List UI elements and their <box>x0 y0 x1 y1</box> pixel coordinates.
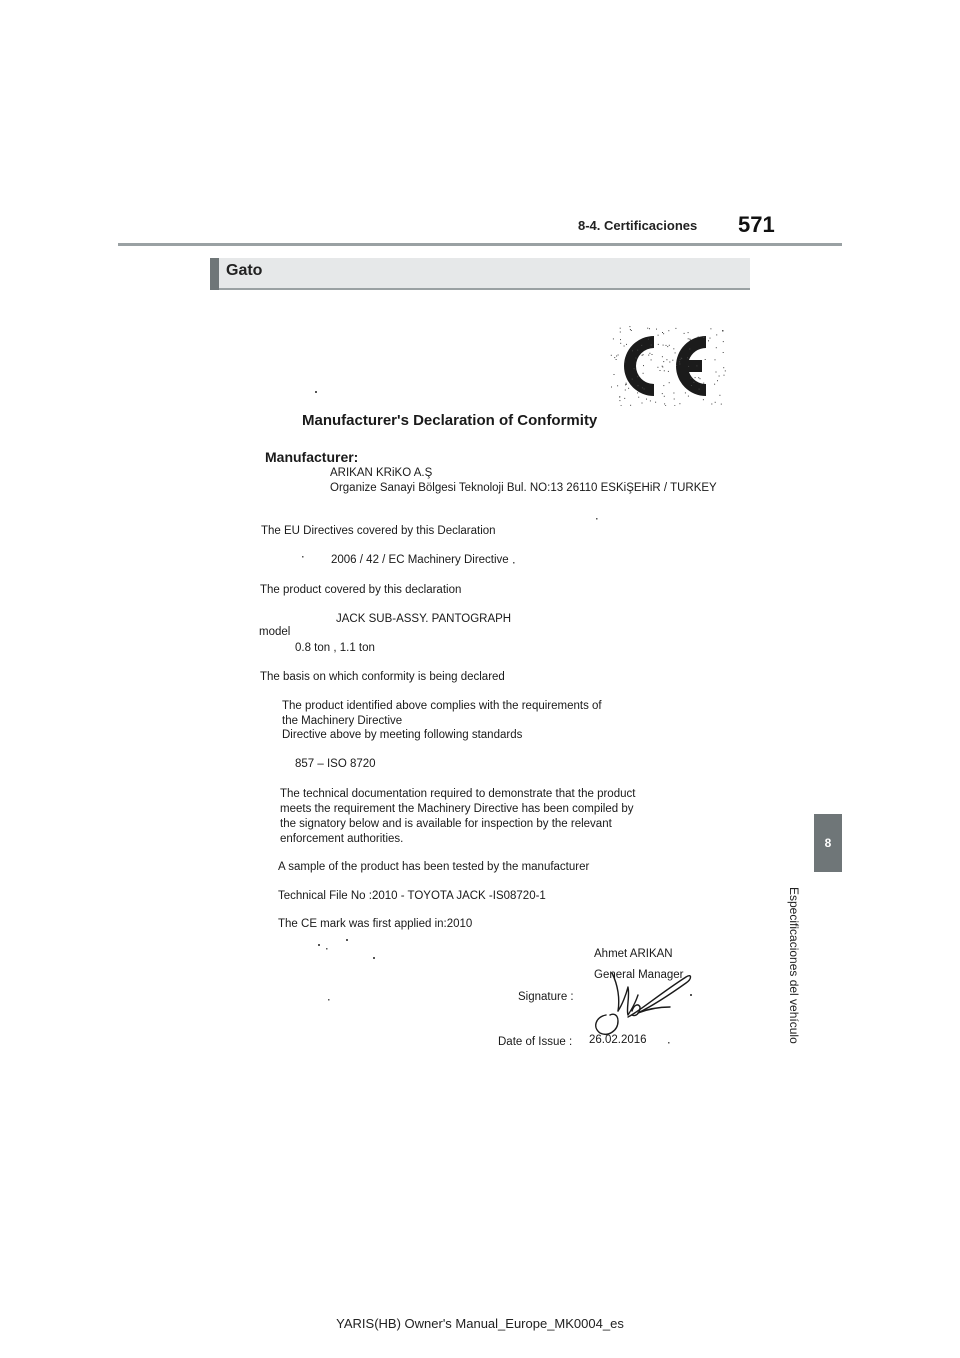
manufacturer-name: ARIKAN KRiKO A.Ş <box>330 467 433 479</box>
signature-label: Signature : <box>518 991 574 1003</box>
header-section-title: 8-4. Certificaciones <box>578 218 698 233</box>
handwritten-signature-icon <box>588 965 706 1037</box>
date-value: 26.02.2016 <box>589 1034 647 1046</box>
ce-first-applied-text: The CE mark was first applied in:2010 <box>278 918 473 930</box>
section-title: Gato <box>226 262 263 279</box>
model-label: model <box>259 626 291 638</box>
ce-mark-icon <box>610 326 728 406</box>
manufacturer-address: Organize Sanayi Bölgesi Teknoloji Bul. NO:13 26110 ESKiŞEHiR / TURKEY <box>330 482 717 494</box>
basis-label: The basis on which conformity is being declared <box>260 671 505 683</box>
section-heading-bar <box>210 258 750 290</box>
basis-line: The product identified above complies with the requirements of <box>282 700 602 712</box>
chapter-title: Especificaciones del vehículo <box>787 887 801 1044</box>
product-label: The product covered by this declaration <box>260 584 462 596</box>
basis-line: the Machinery Directive <box>282 715 403 727</box>
technical-file-text: Technical File No :2010 - TOYOTA JACK -IS08720-1 <box>278 890 546 902</box>
basis-line: Directive above by meeting following standards <box>282 729 523 741</box>
section-heading-accent <box>210 258 219 290</box>
directive-text: 2006 / 42 / EC Machinery Directive <box>331 554 509 566</box>
chapter-title-vertical <box>782 887 806 1062</box>
signatory-name: Ahmet ARIKAN <box>594 948 673 960</box>
declaration-title: Manufacturer's Declaration of Conformity <box>302 412 598 429</box>
model-values: 0.8 ton , 1.1 ton <box>295 642 375 654</box>
header-rule <box>118 243 842 246</box>
footer-manual-id: YARIS(HB) Owner's Manual_Europe_MK0004_es <box>336 1316 624 1331</box>
tech-doc-line: meets the requirement the Machinery Directive has been compiled by <box>280 803 634 815</box>
date-label: Date of Issue : <box>498 1036 573 1048</box>
manufacturer-label: Manufacturer: <box>265 449 359 465</box>
tech-doc-line: The technical documentation required to demonstrate that the product <box>280 788 636 800</box>
sample-tested-text: A sample of the product has been tested by the manufacturer <box>278 861 590 873</box>
signatory-title: General Manager <box>594 969 684 981</box>
tech-doc-line: enforcement authorities. <box>280 833 404 845</box>
page-number: 571 <box>738 212 775 237</box>
tech-doc-line: the signatory below and is available for inspection by the relevant <box>280 818 612 830</box>
product-name: JACK SUB-ASSY. PANTOGRAPH <box>336 613 512 625</box>
chapter-number: 8 <box>824 836 832 850</box>
eu-directives-label: The EU Directives covered by this Declaration <box>261 525 496 537</box>
standard-text: 857 – ISO 8720 <box>295 758 376 770</box>
